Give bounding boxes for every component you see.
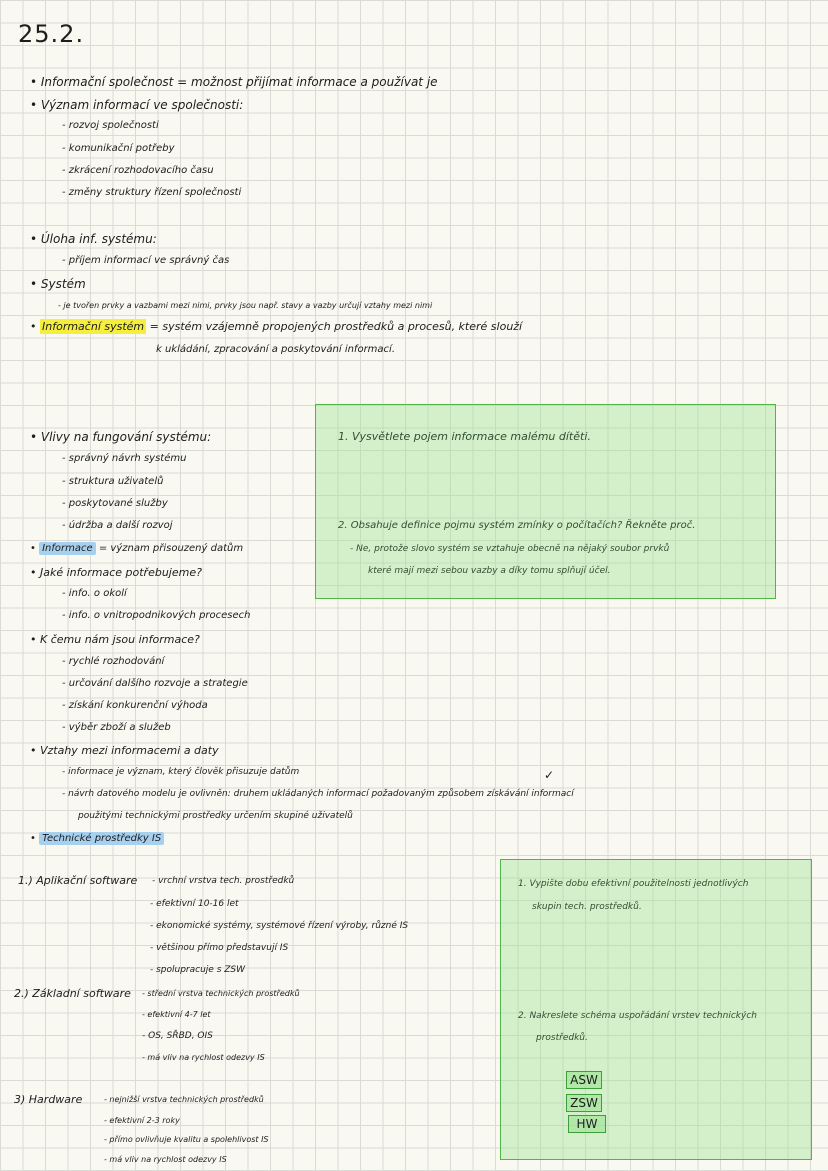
box1-question-1: 1. Vysvětlete pojem informace malému dítěti. xyxy=(338,430,591,443)
list-item: - vrchní vrstva tech. prostředků xyxy=(152,876,295,886)
bullet: • xyxy=(30,543,36,554)
list-item-cont: použitými technickými prostředky určením skupiné uživatelů xyxy=(78,811,353,821)
box1-answer-2: - Ne, protože slovo systém se vztahuje obecně na nějaký soubor prvků xyxy=(350,544,670,554)
schema-layer-hw: HW xyxy=(568,1115,606,1133)
list-item: - má vliv na rychlost odezvy IS xyxy=(104,1155,227,1164)
list-item: - komunikační potřeby xyxy=(62,143,175,154)
aplikacni-label: 1.) Aplikační software xyxy=(18,874,138,887)
list-item: - efektivní 10-16 let xyxy=(150,899,239,909)
box1-question-2: 2. Obsahuje definice pojmu systém zmínky o počítačích? Řekněte proč. xyxy=(338,520,696,531)
list-item: - efektivní 2-3 roky xyxy=(104,1116,180,1125)
list-item: - přímo ovlivňuje kvalitu a spolehlivost IS xyxy=(104,1135,269,1144)
kcemu-title: • K čemu nám jsou informace? xyxy=(30,633,200,646)
system-definition: - je tvořen prvky a vazbami mezi nimi, prvky jsou např. stavy a vazby určují vztahy mezi nimi xyxy=(58,301,433,310)
informace-term-highlight: Informace xyxy=(39,542,96,555)
is-definition-cont: k ukládání, zpracování a poskytování informací. xyxy=(156,344,396,355)
is-definition-line xyxy=(30,321,522,332)
box2-question-1: 1. Vypište dobu efektivní použitelnosti jednotlivých xyxy=(518,879,749,889)
list-item: - střední vrstva technických prostředků xyxy=(142,989,300,998)
bullet: • xyxy=(30,833,36,844)
list-item: - zkrácení rozhodovacího času xyxy=(62,165,214,176)
list-item: - získání konkurenční výhoda xyxy=(62,700,208,711)
list-item: - info. o okolí xyxy=(62,588,127,599)
list-item: - info. o vnitropodnikových procesech xyxy=(62,610,251,621)
list-item: - rozvoj společnosti xyxy=(62,120,159,131)
list-item: - rychlé rozhodování xyxy=(62,656,165,667)
list-item: - struktura uživatelů xyxy=(62,476,164,487)
list-item: - změny struktury řízení společnosti xyxy=(62,187,242,198)
box1-answer-2-cont: které mají mezi sebou vazby a díky tomu splňují účel. xyxy=(368,566,611,576)
informace-definition: = význam přisouzený datům xyxy=(98,543,244,554)
list-item: - má vliv na rychlost odezvy IS xyxy=(142,1053,265,1062)
schema-layer-asw: ASW xyxy=(566,1071,602,1089)
stray-check-mark: ✓ xyxy=(544,768,555,782)
tech-line xyxy=(30,834,164,844)
list-item: - informace je význam, který člověk přisuzuje datům xyxy=(62,767,300,777)
jake-title: • Jaké informace potřebujeme? xyxy=(30,566,202,579)
list-item: - spolupracuje s ZSW xyxy=(150,965,246,975)
info-meaning-title: • Význam informací ve společnosti: xyxy=(30,98,244,112)
bullet: • xyxy=(30,320,37,333)
list-item: - nejnižší vrstva technických prostředků xyxy=(104,1095,264,1104)
system-title: • Systém xyxy=(30,277,86,291)
list-item: - údržba a další rozvoj xyxy=(62,520,173,531)
vztahy-title: • Vztahy mezi informacemi a daty xyxy=(30,744,219,757)
list-item: - poskytované služby xyxy=(62,498,168,509)
list-item: - většinou přímo představují IS xyxy=(150,943,289,953)
tech-term-highlight: Technické prostředky IS xyxy=(39,832,164,845)
info-society-line: • Informační společnost = možnost přijímat informace a používat je xyxy=(30,75,438,89)
box2-question-2-cont: prostředků. xyxy=(536,1033,588,1043)
list-item: - správný návrh systému xyxy=(62,453,187,464)
list-item: - OS, SŘBD, OIS xyxy=(142,1031,213,1041)
is-term-highlight: Informační systém xyxy=(42,320,145,333)
uloha-title: • Úloha inf. systému: xyxy=(30,232,157,246)
page-date: 25.2. xyxy=(18,20,85,48)
box2-question-2: 2. Nakreslete schéma uspořádání vrstev technických xyxy=(518,1011,757,1021)
list-item: - příjem informací ve správný čas xyxy=(62,255,230,266)
zakladni-label: 2.) Základní software xyxy=(14,987,131,1000)
informace-line xyxy=(30,544,243,554)
hardware-label: 3) Hardware xyxy=(14,1093,83,1106)
list-item: - efektivní 4-7 let xyxy=(142,1010,211,1019)
is-definition-text: = systém vzájemně propojených prostředků a procesů, které slouží xyxy=(149,320,523,333)
list-item: - určování dalšího rozvoje a strategie xyxy=(62,678,248,689)
schema-layer-zsw: ZSW xyxy=(566,1094,602,1112)
list-item: - ekonomické systémy, systémové řízení výroby, různé IS xyxy=(150,921,409,931)
vlivy-title: • Vlivy na fungování systému: xyxy=(30,430,212,444)
list-item: - návrh datového modelu je ovlivněn: druhem ukládaných informací požadovaným způsobem získávání informací xyxy=(62,789,574,799)
list-item: - výběr zboží a služeb xyxy=(62,722,171,733)
box2-question-1-cont: skupin tech. prostředků. xyxy=(532,902,642,912)
